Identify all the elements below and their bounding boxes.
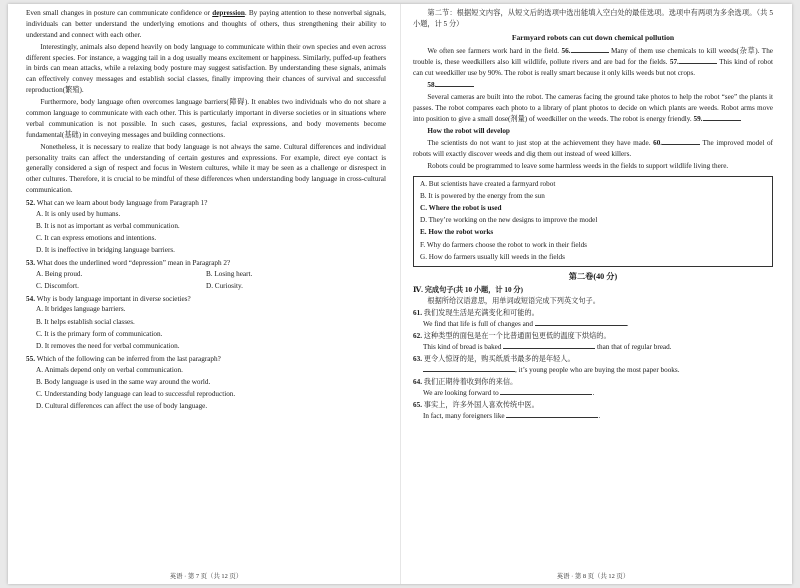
question-52: 52. What can we learn about body language from Paragraph 1? A. It is only used by humans. B. It is not as important as verbal communication. C. It can express emotions and intentions. D. It is ineffective in bridging language barriers. [26, 198, 386, 256]
option[interactable]: A. Being proud. [36, 269, 83, 278]
sentence-61: 61. 我们发现生活是充满变化和可能的。 We find that life is full of changes and . [413, 309, 629, 329]
exam-spread [8, 4, 792, 584]
option[interactable]: D. Curiosity. [206, 281, 243, 290]
section-instruction: 第二节：根据短文内容，从短文后的选项中选出能填入空白处的最佳选项。选项中有两项为多余选项。（共 5 小题，计 5 分） [413, 9, 773, 28]
passage-subheading: How the robot will develop [427, 126, 510, 135]
underlined-word-depression: depression [212, 9, 245, 17]
answer-blank-63[interactable] [423, 365, 515, 372]
question-53: 53. What does the underlined word “depression” mean in Paragraph 2? A. Being proud. B. Losing heart. C. Discomfort. D. Curiosity. [26, 258, 386, 292]
option-b[interactable]: B. It is powered by the energy from the sun [420, 191, 545, 200]
question-55: 55. Which of the following can be inferred from the last paragraph? A. Animals depend only on verbal communication. B. Body language is used in the same way around the world. C. Understanding body language can lead to successful reproduction. D. Cultural differences can affect the use of body language. [26, 354, 386, 412]
section-heading: 第二卷(40 分) [568, 272, 618, 282]
option[interactable]: B. It is not as important as verbal communication. [36, 221, 180, 230]
answer-blank-59[interactable] [703, 114, 741, 121]
answer-blank-56[interactable] [571, 46, 609, 53]
part-4-instruction: 根据所给汉语意思，用单词或短语完成下列英文句子。 [427, 297, 600, 306]
option-d[interactable]: D. They’re working on the new designs to improve the model [420, 216, 598, 225]
reading-paragraph-4: Nonetheless, it is necessary to realize that body language is not always the same. Cultural differences and individual personality traits can affect the understanding of certain gestures and expressions. For example, direct eye contact is generally considered a sign of respect and focus in Western cultures, while it may be seen as a challenge or disrespect in other cultures. Therefore, it is crucial to be mindful of these differences when understanding body language in cross-cultural communication. [26, 142, 386, 194]
option[interactable]: A. Animals depend only on verbal communication. [36, 365, 183, 374]
option[interactable]: C. Discomfort. [36, 281, 79, 290]
answer-blank-62[interactable] [503, 342, 595, 349]
options-box [413, 176, 773, 267]
passage-paragraph-4: Robots could be programmed to leave some harmless weeds in the fields to support wildlife living there. [427, 161, 729, 170]
answer-blank-61[interactable] [535, 319, 627, 326]
passage-paragraph-2: Several cameras are built into the robot. The cameras facing the ground take photos to help the robot “see” the plants it passes. The robot compares each photo to a library of plant photos to decide on which plants are weeds. Robot arms move into position to give a small dose(剂量) of weedkiller on the weeds. The robot is energy friendly. 59. [413, 92, 773, 123]
option[interactable]: C. Understanding body language can lead to successful reproduction. [36, 389, 236, 398]
sentence-65: 65. 事实上，许多外国人喜欢传统中医。 In fact, many foreigners like . [413, 401, 601, 421]
page-gutter [400, 4, 401, 584]
answer-blank-65[interactable] [506, 411, 598, 418]
page-7 [26, 8, 386, 584]
option[interactable]: C. It is the primary form of communication. [36, 329, 163, 338]
reading-paragraph-3: Furthermore, body language often overcomes language barriers(障碍). It enables two individuals who do not share a common language to communicate with each other. This is particularly important in diverse societies or in situations where verbal communication is not possible. In such cases, gestures, facial expressions, and body movements become fundamental(基础) in conveying messages and building connections. [26, 98, 386, 139]
passage-title: Farmyard robots can cut down chemical pollution [511, 32, 675, 42]
option-g[interactable]: G. How do farmers usually kill weeds in the fields [420, 252, 565, 261]
question-54: 54. Why is body language important in diverse societies? A. It bridges language barriers. B. It helps establish social classes. C. It is the primary form of communication. D. It removes the need for verbal communication. [26, 294, 386, 352]
option[interactable]: A. It is only used by humans. [36, 209, 121, 218]
option[interactable]: D. Cultural differences can affect the use of body language. [36, 402, 208, 411]
reading-paragraph-2: Interestingly, animals also depend heavily on body language to communicate within their own species and even across different species. For instance, a wagging tail in a dog usually means excitement or happiness. Similarly, puffed-up feathers in birds can mean attacks, while a relaxing body posture may suggest satisfaction. By understanding these signals, animals can effectively convey messages and establish social classes, finally improving their chances of survival and successful reproduction(繁殖). [26, 42, 386, 94]
page-8 [413, 8, 773, 584]
option[interactable]: B. Body language is used in the same way around the world. [36, 377, 211, 386]
option[interactable]: D. It removes the need for verbal communication. [36, 342, 180, 351]
answer-blank-64[interactable] [500, 388, 592, 395]
sentence-63: 63. 更令人惊讶的是，购买纸质书最多的是年轻人。 , it’s young people who are buying the most paper books. [413, 355, 680, 375]
option-a[interactable]: A. But scientists have created a farmyard robot [420, 179, 556, 188]
page-footer: 英语 · 第 7 页（共 12 页） [169, 573, 243, 581]
passage-blank-58: 58. [413, 80, 773, 91]
option[interactable]: B. It helps establish social classes. [36, 317, 135, 326]
answer-blank-60[interactable] [662, 138, 700, 145]
sentence-62: 62. 这种类型的面包是在一个比普通面包更低的温度下烘焙的。 This kind of bread is baked than that of regular bread. [413, 332, 672, 352]
passage-paragraph-1: We often see farmers work hard in the field. 56. Many of them use chemicals to kill weeds(杂草). The trouble is, these weedkillers also kill wildlife, pollute rivers and are bad for the fields. 57. This kind of robot can cut weedkiller use by 90%. The robot is really smart because it only kills weeds but not crops. [413, 46, 773, 77]
answer-blank-57[interactable] [679, 57, 717, 64]
page-footer: 英语 · 第 8 页（共 12 页） [556, 573, 630, 581]
option[interactable]: A. It bridges language barriers. [36, 305, 126, 314]
option-f[interactable]: F. Why do farmers choose the robot to work in their fields [420, 240, 587, 249]
option[interactable]: D. It is ineffective in bridging language barriers. [36, 246, 175, 255]
answer-blank-58[interactable] [436, 80, 474, 87]
sentence-64: 64. 我们正期待着收到你的来信。 We are looking forward to . [413, 378, 595, 398]
option-e[interactable]: E. How the robot works [420, 228, 494, 237]
part-4-title: Ⅳ. 完成句子(共 10 小题，计 10 分) [413, 286, 523, 295]
option[interactable]: B. Losing heart. [206, 269, 253, 278]
option[interactable]: C. It can express emotions and intentions. [36, 233, 157, 242]
option-c[interactable]: C. Where the robot is used [420, 204, 502, 213]
reading-paragraph-1: Even small changes in posture can communicate confidence or depression. By paying attention to these nonverbal signals, individuals can better understand the underlying emotions and thoughts of others, thus strengthening their ability to understand and connect with each other. [26, 9, 386, 39]
passage-paragraph-3: The scientists do not want to just stop at the achievement they have made. 60. The improved model of robots will exactly discover weeds and dig them out instead of weed killers. [413, 138, 774, 158]
